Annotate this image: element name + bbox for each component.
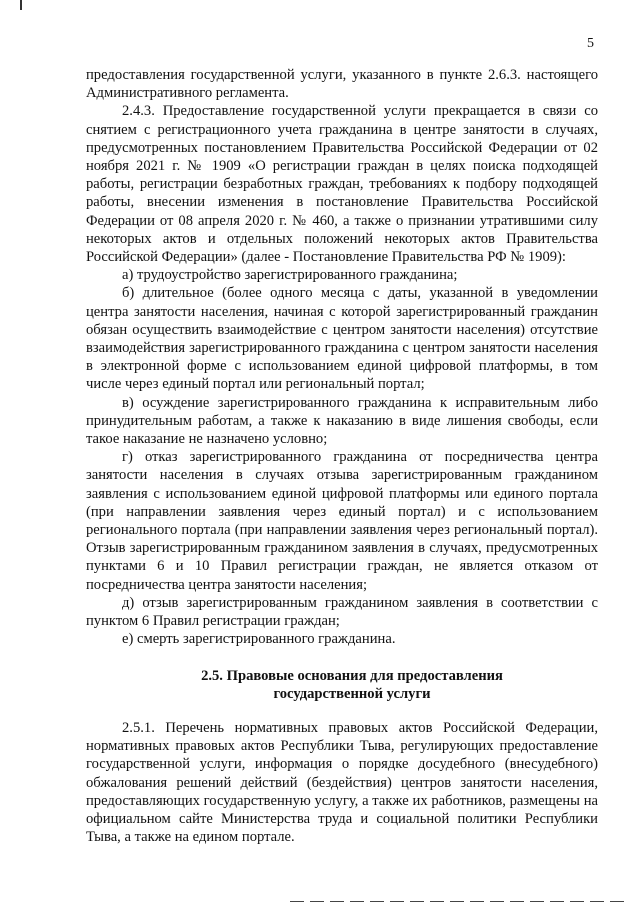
section-heading-line-1: 2.5. Правовые основания для предоставления: [201, 667, 503, 684]
document-body: [86, 66, 598, 846]
list-item-e: е) смерть зарегистрированного гражданина.: [122, 631, 396, 648]
scan-edge-line: [290, 901, 630, 902]
list-item-g: г) отказ зарегистрированного гражданина от посредничества центра занятости населения в случаях отзыва зарегистрированным гражданином заявления с использованием единой цифровой платформы или единого портала (при направлении заявления через единый портал) и с использованием регионального портала (при направлении заявления через региональный портал). Отзыв зарегистрированным гражданином заявления в случаях, предусмотренных пунктами 6 и 10 Правил регистрации граждан, не является отказом от посредничества центра занятости населения;: [86, 449, 598, 593]
list-item-a: а) трудоустройство зарегистрированного гражданина;: [122, 267, 458, 284]
paragraph-2-4-3: 2.4.3. Предоставление государственной услуги прекращается в связи со снятием с регистрационного учета гражданина в центре занятости в случаях, предусмотренных постановлением Правительства Российской Федерации от 02 ноября 2021 г. № 1909 «О регистрации граждан в целях поиска подходящей работы, регистрации безработных граждан, требованиях к подбору подходящей работы, внесении изменения в постановление Правительства Российской Федерации от 08 апреля 2020 г. № 460, а также о признании утратившими силу некоторых актов и отдельных положений некоторых актов Правительства Российской Федерации» (далее - Постановление Правительства РФ № 1909):: [86, 103, 598, 266]
list-item-d: д) отзыв зарегистрированным гражданином заявления в соответствии с пунктом 6 Правил регистрации граждан;: [86, 594, 598, 630]
section-heading-line-2: государственной услуги: [273, 685, 431, 702]
page-number: 5: [587, 36, 594, 51]
paragraph-2-5-1: 2.5.1. Перечень нормативных правовых актов Российской Федерации, нормативных правовых актов Республики Тыва, регулирующих предоставление государственной услуги, информация о порядке досудебного (внесудебного) обжалования решений действий (бездействия) центров занятости населения, предоставляющих государственную услугу, а также их работников, размещены на официальном сайте Министерства труда и социальной политики Республики Тыва, а также на едином портале.: [86, 719, 598, 846]
list-item-b: б) длительное (более одного месяца с даты, указанной в уведомлении центра занятости населения, начиная с которой зарегистрированный гражданин обязан осуществить взаимодействие с центром занятости населения) отсутствие взаимодействия зарегистрированного гражданина с центром занятости населения в электронной форме с использованием единой цифровой платформы, в том числе через единый портал или региональный портал;: [86, 285, 598, 393]
scan-edge-mark: [20, 0, 22, 10]
paragraph-continuation: предоставления государственной услуги, указанного в пункте 2.6.3. настоящего Административного регламента.: [86, 67, 598, 102]
list-item-v: в) осуждение зарегистрированного гражданина к исправительным либо принудительным работам, а также к наказанию в виде лишения свободы, если такое наказание не назначено условно;: [86, 394, 598, 448]
section-heading-2-5: [86, 667, 598, 703]
